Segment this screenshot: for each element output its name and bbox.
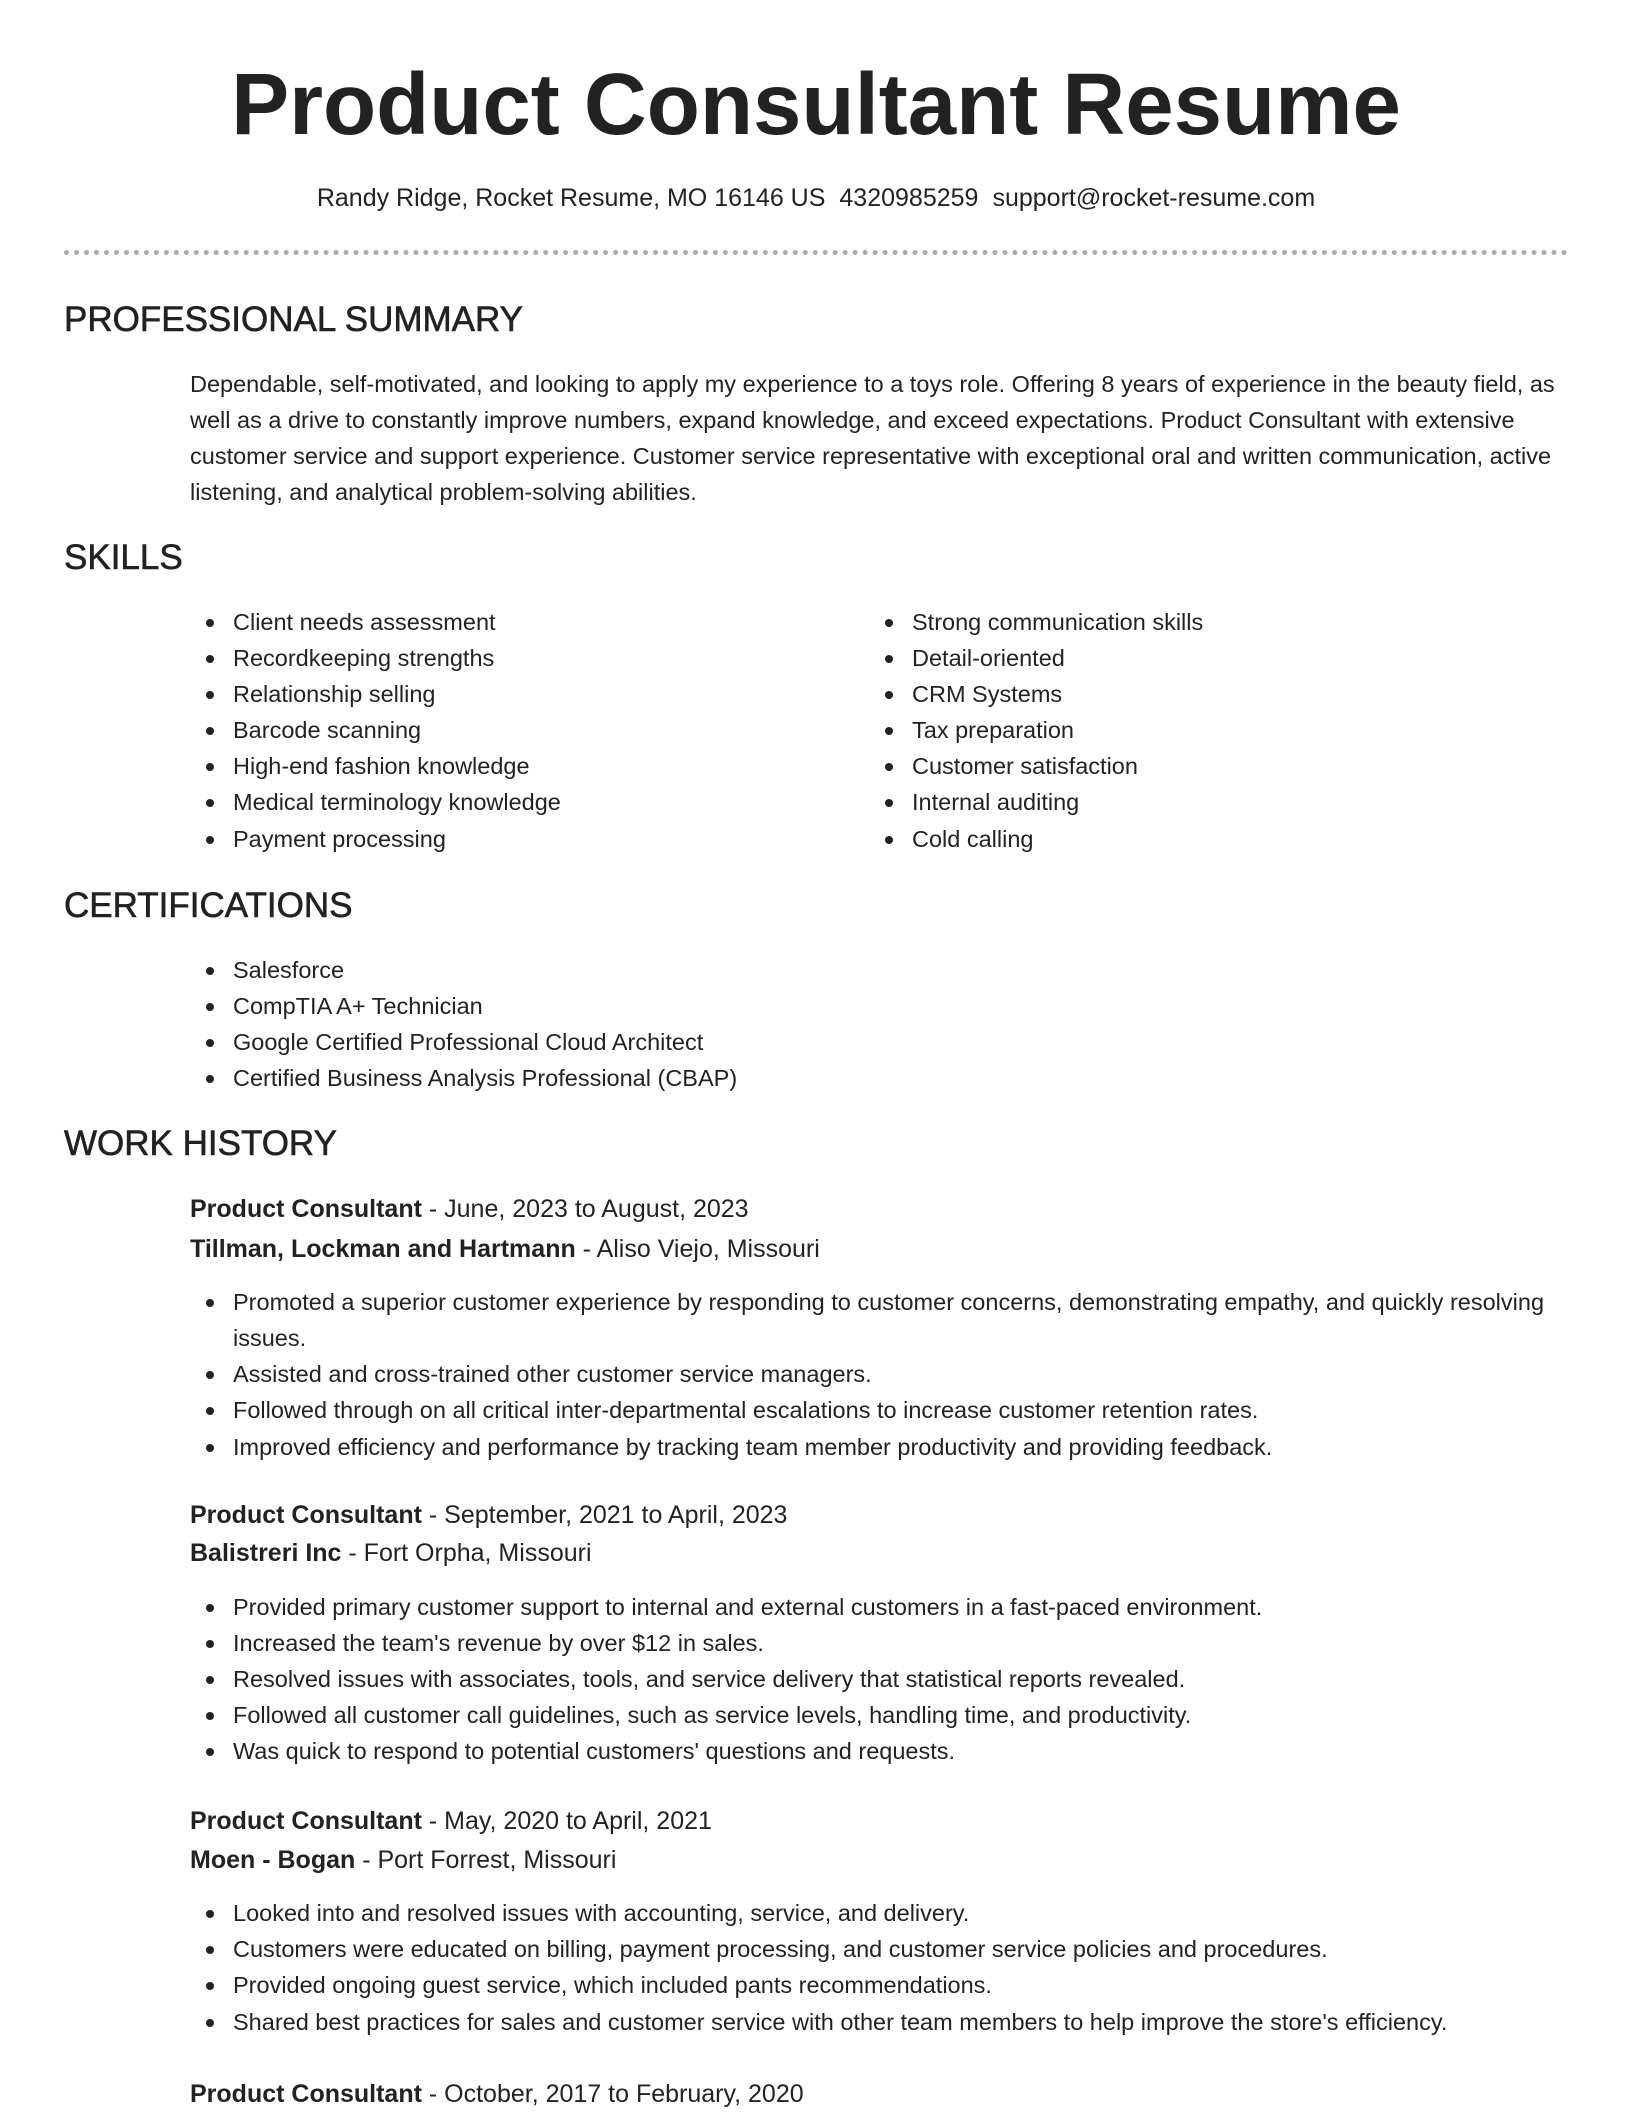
job-title: Product Consultant: [190, 1501, 422, 1529]
skill-item: High-end fashion knowledge: [190, 748, 830, 784]
job-bullet: Looked into and resolved issues with accounting, service, and delivery.: [190, 1895, 1560, 1931]
summary-heading: PROFESSIONAL SUMMARY: [64, 300, 523, 339]
job-dates: - May, 2020 to April, 2021: [421, 1807, 712, 1835]
job-company: Tillman, Lockman and Hartmann: [190, 1235, 576, 1263]
job-bullet: Shared best practices for sales and customer service with other team members to help improve the store's efficiency.: [190, 2004, 1560, 2040]
job-bullet: Assisted and cross-trained other customer service managers.: [190, 1356, 1560, 1392]
certifications-heading: CERTIFICATIONS: [64, 886, 353, 925]
contact-phone: 4320985259: [839, 184, 979, 212]
job-bullets: [190, 1589, 1560, 1769]
job-company-line: [190, 1842, 616, 1878]
job-company-line: [190, 1231, 820, 1267]
skill-item: Client needs assessment: [190, 604, 830, 640]
job-bullet: Resolved issues with associates, tools, and service delivery that statistical reports revealed.: [190, 1661, 1560, 1697]
job-title: Product Consultant: [190, 2080, 422, 2108]
job-location: - Fort Orpha, Missouri: [341, 1539, 592, 1567]
contact-line: [0, 180, 1632, 216]
contact-email: support@rocket-resume.com: [992, 184, 1316, 212]
skill-item: Cold calling: [869, 821, 1509, 857]
skill-item: Medical terminology knowledge: [190, 784, 830, 820]
job-dates: - September, 2021 to April, 2023: [421, 1501, 788, 1529]
job-location: - Aliso Viejo, Missouri: [575, 1235, 820, 1263]
job-bullet: Was quick to respond to potential customers' questions and requests.: [190, 1733, 1560, 1769]
job-company-line: [190, 1535, 592, 1571]
job-title-line: [190, 1497, 787, 1533]
skill-item: Relationship selling: [190, 676, 830, 712]
job-title-line: [190, 2076, 804, 2112]
skill-item: CRM Systems: [869, 676, 1509, 712]
job-bullet: Followed through on all critical inter-departmental escalations to increase customer retention rates.: [190, 1392, 1560, 1428]
job-bullet: Increased the team's revenue by over $12 in sales.: [190, 1625, 1560, 1661]
skill-item: Payment processing: [190, 821, 830, 857]
job-company: Moen - Bogan: [190, 1846, 356, 1874]
job-title: Product Consultant: [190, 1195, 422, 1223]
page-title: Product Consultant Resume: [231, 56, 1401, 153]
skills-list-left: [190, 604, 830, 857]
job-bullet: Provided primary customer support to internal and external customers in a fast-paced environment.: [190, 1589, 1560, 1625]
job-bullet: Followed all customer call guidelines, such as service levels, handling time, and productivity.: [190, 1697, 1560, 1733]
skill-item: Strong communication skills: [869, 604, 1509, 640]
skill-item: Tax preparation: [869, 712, 1509, 748]
certifications-list: [190, 952, 1490, 1096]
skills-list-right: [869, 604, 1509, 857]
skills-heading: SKILLS: [64, 538, 183, 577]
skill-item: Internal auditing: [869, 784, 1509, 820]
job-bullets: [190, 1895, 1560, 2040]
job-bullet: Promoted a superior customer experience by responding to customer concerns, demonstrating empathy, and quickly resolving issues.: [190, 1284, 1560, 1356]
job-bullets: [190, 1284, 1560, 1465]
certification-item: Google Certified Professional Cloud Architect: [190, 1024, 1490, 1060]
job-dates: - October, 2017 to February, 2020: [421, 2080, 804, 2108]
contact-address: Randy Ridge, Rocket Resume, MO 16146 US: [316, 184, 826, 212]
job-title-line: [190, 1191, 749, 1227]
job-bullet: Provided ongoing guest service, which included pants recommendations.: [190, 1967, 1560, 2003]
job-location: - Port Forrest, Missouri: [355, 1846, 617, 1874]
job-title: Product Consultant: [190, 1807, 422, 1835]
header-divider: [64, 250, 1568, 255]
job-title-line: [190, 1803, 712, 1839]
job-bullet: Improved efficiency and performance by tracking team member productivity and providing feedback.: [190, 1429, 1560, 1465]
job-bullet: Customers were educated on billing, payment processing, and customer service policies and procedures.: [190, 1931, 1560, 1967]
certification-item: Certified Business Analysis Professional (CBAP): [190, 1060, 1490, 1096]
certification-item: Salesforce: [190, 952, 1490, 988]
skill-item: Recordkeeping strengths: [190, 640, 830, 676]
job-company: Balistreri Inc: [190, 1539, 342, 1567]
skill-item: Detail-oriented: [869, 640, 1509, 676]
job-dates: - June, 2023 to August, 2023: [421, 1195, 749, 1223]
certification-item: CompTIA A+ Technician: [190, 988, 1490, 1024]
work-history-heading: WORK HISTORY: [64, 1124, 337, 1163]
summary-text: Dependable, self-motivated, and looking to apply my experience to a toys role. Offering 8 years of experience in the beauty field, as well as a drive to constantly improve numbers, expand knowledge, and exceed expectations. Product Consultant with extensive customer service and support experience. Customer service representative with exceptional oral and written communication, active listening, and analytical problem-solving abilities.: [190, 371, 1555, 505]
skill-item: Customer satisfaction: [869, 748, 1509, 784]
skill-item: Barcode scanning: [190, 712, 830, 748]
